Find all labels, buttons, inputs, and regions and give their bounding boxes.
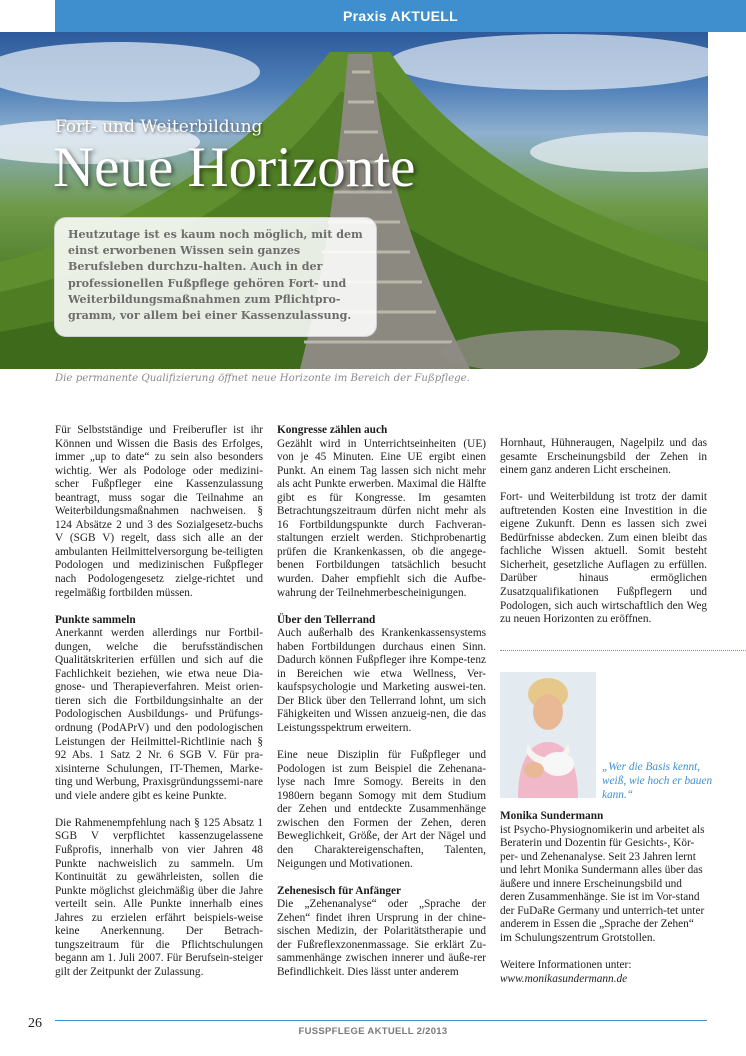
author-box	[500, 810, 707, 1000]
article-kicker: Fort- und Weiterbildung	[55, 117, 263, 137]
paragraph: Auch außerhalb des Krankenkassensystems haben Fortbildungen durchaus einen Sinn. Dadurch können Fußpfleger ihre Kompe-tenz in Bereichen wie etwa Wellness, Ver-kaufspsychologie und Marketing auswei-ten. Der Blick über den Tellerrand lohnt, um sich Fähigkeiten und Wissen anzueig-nen, die das Leistungsspektrum erweitern.	[277, 627, 486, 735]
article-lead: Heutzutage ist es kaum noch möglich, mit dem einst erworbenen Wissen sein ganzes Berufsleben durchzu-halten. Auch in der professionellen Fußpflege gehören Fort- und Weiterbildungsmaßnahmen zum Pflichtpro-gramm, vor allem bei einer Kassenzulassung.	[54, 217, 377, 337]
subheading: Punkte sammeln	[55, 613, 136, 626]
publication-footer: FUSSPFLEGE AKTUELL 2/2013	[298, 1026, 448, 1037]
paragraph: Die Rahmenempfehlung nach § 125 Absatz 1 SGB V verpflichtet kassenzugelassene Fußprofis, innerhalb von vier Jahren 48 Punkte nachweislich zu sammeln. Um Kontinuität zu gewährleisten, sollen die Punkte möglichst gleichmäßig über die Jahre verteilt sein. Alle Punkte innerhalb eines Jahres zu erzielen erfährt beispiels-weise keine Anerkennung. Der Betrach-tungszeitraum für die Pflichtschulungen begann am 1. Juli 2007. Für Berufsein-steiger gilt der Zeitpunkt der Zulassung.	[55, 816, 263, 978]
footer-rule	[55, 1020, 707, 1021]
paragraph: Die „Zehenanalyse“ oder „Sprache der Zehen“ findet ihren Ursprung in der chine-sischen Medizin, der Polaritätstherapie und der Fußreflexzonenmassage. Sie erklärt Zu-sammenhänge zwischen innerer und äuße-rer Befindlichkeit. Dies lässt unter anderem	[277, 898, 486, 978]
paragraph: Gezählt wird in Unterrichtseinheiten (UE) von je 45 Minuten. Eine UE ergibt einen Punkt. An einem Tag lassen sich nicht mehr als acht Punkte erwerben. Maximal die Hälfte gibt es für Kongresse. Im gesamten Betrachtungszeitraum dürfen nicht mehr als 16 Fortbildungspunkte durch Fachveran-staltungen erzielt werden. Stichprobenartig prüfen die Krankenkassen, ob die angege-benen Fortbildungen tatsächlich besucht wurden. Daher empfiehlt sich die Aufbe-wahrung der Teilnehmerbescheinigungen.	[277, 437, 486, 599]
author-website-link[interactable]: www.monikasundermann.de	[500, 972, 628, 985]
subheading: Kongresse zählen auch	[277, 424, 388, 436]
section-header	[55, 0, 746, 32]
hero-image	[0, 32, 708, 369]
divider	[500, 650, 746, 651]
author-bio: ist Psycho-Physiognomikerin und arbeitet als Beraterin und Dozentin für Gesichts-, Kör-per- und Zehenanalyse. Seit 23 Jahren lernt und lehrt Monika Sundermann alles über das äußere und innere Erscheinungsbild und deren Zusammenhänge. Sie ist im Vor-stand der FuDaRe Germany und unterrich-tet unter anderem in Essen die „Sprache der Zehen“ im Schulungszentrum Grotstollen.	[500, 823, 705, 944]
paragraph: Hornhaut, Hühneraugen, Nagelpilz und das gesamte Erscheinungsbild der Zehen in einem ganz anderen Licht erscheinen.	[500, 437, 707, 477]
subheading: Über den Tellerrand	[277, 613, 376, 626]
image-caption: Die permanente Qualifizierung öffnet neue Horizonte im Bereich der Fußpflege.	[55, 373, 470, 384]
page-number: 26	[28, 1016, 42, 1031]
author-name: Monika Sundermann	[500, 810, 604, 822]
portrait-illustration	[500, 672, 596, 798]
paragraph: Anerkannt werden allerdings nur Fortbil-dungen, welche die berufsständischen Qualitätskriterien erfüllen und sich auf die Fachlichkeit beziehen, wie etwa neue Dia-gnose- und Therapieverfahren. Meist orien-tieren sich die Fortbildungsinhalte an der Podologischen Ausbildungs- und Prüfungs-ordnung (PodAPrV) und den podologischen Leistungen der Heilmittel-Richtlinie nach § 92 Abs. 1 Satz 2 Nr. 6 SGB V. Für pra-xisinterne Schulungen, IT-Themen, Marke-ting und Werbung, Praxisgründungssemi-nare und viele andere gibt es keine Punkte.	[55, 627, 263, 802]
text-column-3	[500, 437, 707, 640]
text-column-1	[55, 424, 263, 993]
more-info-label: Weitere Informationen unter:	[500, 959, 632, 972]
author-portrait	[500, 672, 596, 798]
paragraph: Fort- und Weiterbildung ist trotz der damit auftretenden Kosten eine Investition in die eigene Zukunft. Denn es lassen sich zwei Bedürfnisse abdecken. Zum einen bleibt das fachliche Wissen aktuell. Somit besteht Sicherheit, gesetzliche Auflagen zu erfüllen. Darüber hinaus ermöglichen Zusatzqualifikationen Fußpflegern und Podologen, sich auch wirtschaftlich den Weg zu neuen Horizonten zu eröffnen.	[500, 491, 707, 626]
pull-quote: „Wer die Basis kennt, weiß, wie hoch er bauen kann.“	[602, 761, 713, 801]
section-title: Praxis AKTUELL	[343, 8, 458, 24]
paragraph: Für Selbstständige und Freiberufler ist ihr Können und Wissen die Basis des Erfolges, immer „up to date“ zu sein also besonders wichtig. Wer als Podologe oder medizini-scher Fußpfleger eine Kassenzulassung beantragt, muss sogar die Teilnahme an Weiterbildungsmaßnahmen nachweisen. § 124 Absätze 2 und 3 des Sozialgesetz-buchs V (SGB V) regelt, dass sich alle an der ambulanten Heilmittelversorgung be-teiligten Podologen und medizinischen Fußpfleger nach Podologengesetz zielge-richtet und regelmäßig fortbilden müssen.	[55, 424, 263, 599]
subheading: Zehenesisch für Anfänger	[277, 884, 402, 897]
paragraph: Eine neue Disziplin für Fußpfleger und Podologen ist zum Beispiel die Zehenana-lyse nach Imre Somogy. Bereits in den 1980ern begann Somogy mit dem Studium der Zehen und entdeckte Zusammenhänge zwischen den Formen der Zehen, deren Beweglichkeit, Größe, der Art der Nägel und den Charaktereigenschaften, Talenten, Neigungen und Motivationen.	[277, 749, 486, 870]
text-column-2	[277, 424, 486, 993]
article-title: Neue Horizonte	[53, 136, 416, 199]
